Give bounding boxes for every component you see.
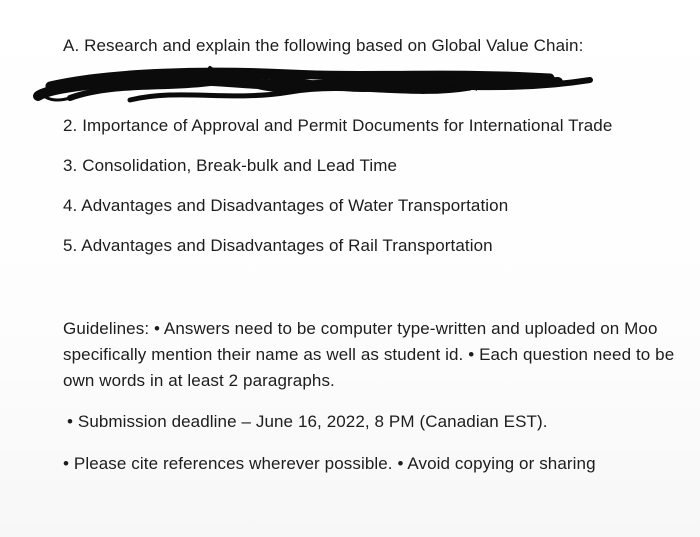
guidelines-line-2: specifically mention their name as well as student id. • Each question need to be: [63, 345, 675, 364]
item-5: 5. Advantages and Disadvantages of Rail Transportation: [63, 236, 493, 255]
guidelines-line-1: Guidelines: • Answers need to be computer type-written and uploaded on Moo: [63, 319, 658, 338]
assignment-heading: A. Research and explain the following based on Global Value Chain:: [63, 36, 584, 55]
item-1-visible-end: mpliance: [462, 75, 523, 92]
guidelines-line-3: own words in at least 2 paragraphs.: [63, 371, 335, 390]
item-4: 4. Advantages and Disadvantages of Water Transportation: [63, 196, 509, 215]
item-2: 2. Importance of Approval and Permit Documents for International Trade: [63, 116, 613, 135]
submission-deadline: • Submission deadline – June 16, 2022, 8 PM (Canadian EST).: [67, 412, 548, 431]
item-1-visible-start: 1.: [63, 76, 78, 95]
references-note: • Please cite references wherever possible. • Avoid copying or sharing: [63, 454, 596, 473]
item-3: 3. Consolidation, Break-bulk and Lead Time: [63, 156, 398, 175]
